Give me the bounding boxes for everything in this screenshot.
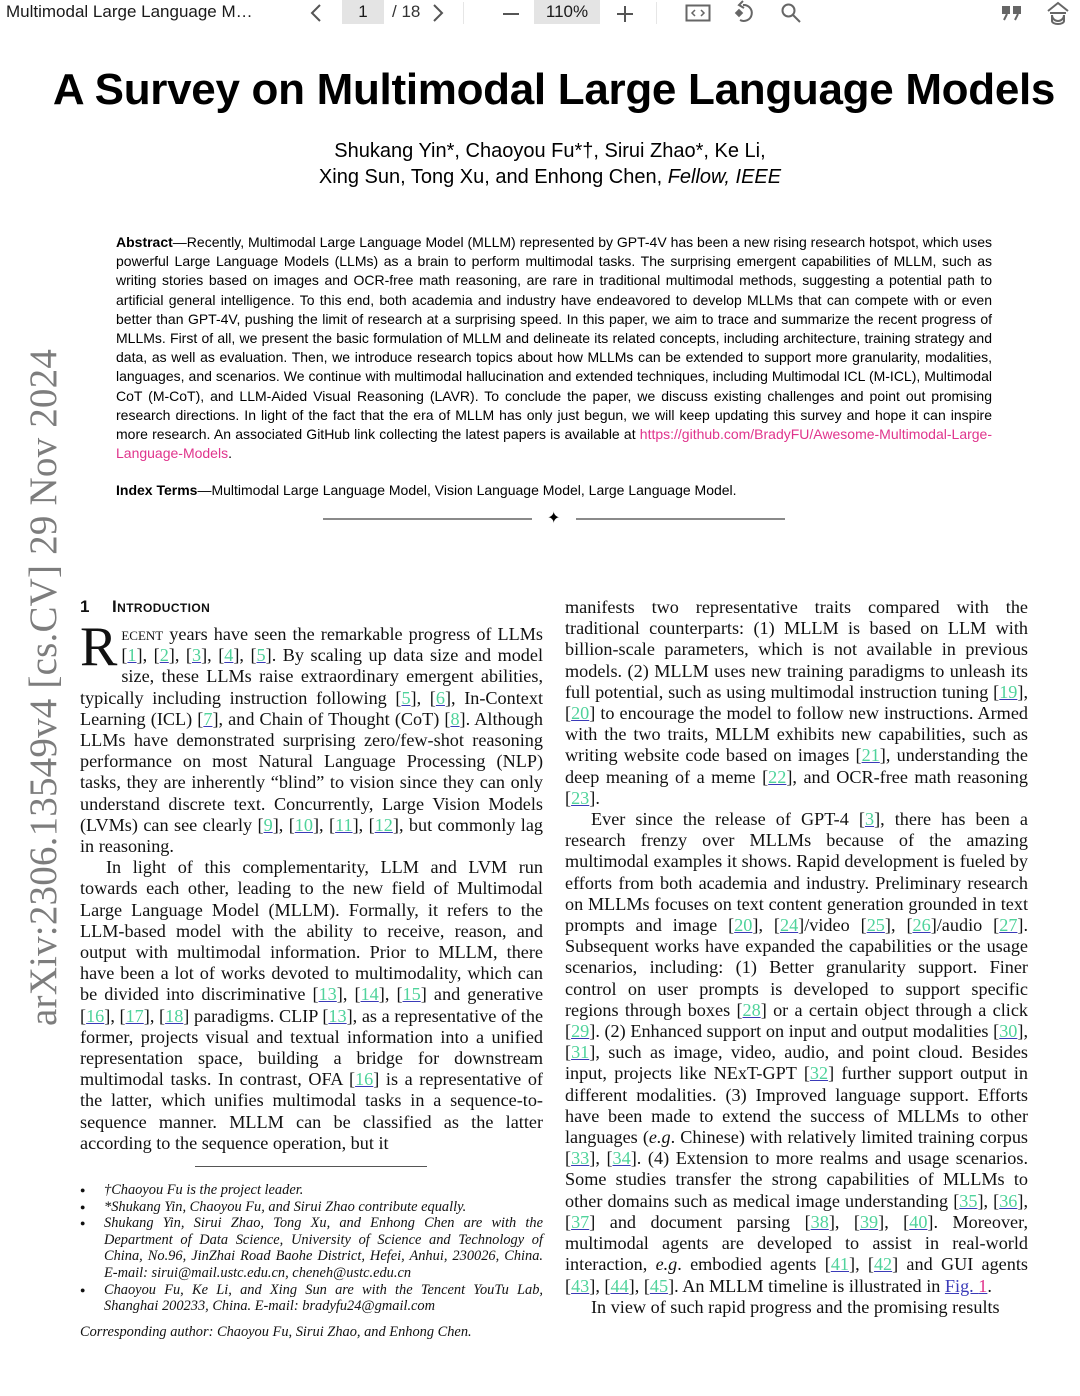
text-run: , bbox=[207, 645, 219, 666]
abstract-label: Abstract bbox=[116, 234, 173, 250]
author-line-1: Shukang Yin*, Chaoyou Fu*†, Sirui Zhao*, Ke Li, bbox=[334, 140, 766, 162]
text-run: , there has been a research frenzy over MLLMs because of the amazing multimodal examples it shows. Rapid development is fueled by efforts from both academia and industry. Preliminary research on MLLMs focuses on text content generation grounded in text prompts and image bbox=[565, 809, 1029, 936]
citation-link[interactable]: [15] bbox=[396, 984, 427, 1005]
citation-link[interactable]: [41] bbox=[824, 1254, 856, 1275]
citation-link[interactable]: [33] bbox=[565, 1148, 596, 1169]
page-number-input[interactable] bbox=[342, 0, 384, 24]
abstract-end: . bbox=[228, 445, 232, 462]
section-heading bbox=[80, 596, 543, 618]
citation-link[interactable]: [1] bbox=[121, 645, 143, 666]
citation-link[interactable]: [36] bbox=[993, 1190, 1024, 1211]
figure-reference-link[interactable]: Fig. 1 bbox=[944, 1275, 988, 1296]
text-run: , bbox=[595, 1275, 605, 1296]
text-run: , bbox=[595, 1148, 607, 1169]
citation-link[interactable]: [25] bbox=[860, 915, 891, 936]
pdf-page bbox=[0, 26, 1080, 1396]
pdf-viewer-toolbar bbox=[0, 0, 1080, 26]
footnote-rule bbox=[195, 1166, 427, 1167]
section-title: Introduction bbox=[112, 597, 211, 616]
section-divider-left bbox=[323, 518, 532, 520]
text-run: , bbox=[834, 1211, 854, 1232]
citation-link[interactable]: [43] bbox=[565, 1275, 596, 1296]
toolbar-divider bbox=[656, 2, 657, 24]
footnote-item: ● Shukang Yin, Sirui Zhao, Tong Xu, and Enhong Chen are with the Department of Data Science, University of Science and Technology of China, No.96, JinZhai Road Baohe District, Hefei, Anhui, 230026, China. E-mail: sirui@mail.ustc.edu.cn, cheneh@ustc.edu.cn bbox=[80, 1215, 543, 1281]
citation-link[interactable]: [22] bbox=[762, 766, 793, 787]
text-run: ecent bbox=[121, 624, 164, 644]
citation-link[interactable]: [30] bbox=[993, 1021, 1024, 1042]
text-run: . bbox=[987, 1275, 992, 1296]
text-run: and document parsing bbox=[595, 1211, 805, 1232]
right-column bbox=[565, 597, 1028, 1318]
citation-link[interactable]: [14] bbox=[354, 984, 385, 1005]
text-run: /video bbox=[804, 915, 861, 936]
text-run: paradigms. CLIP bbox=[189, 1005, 323, 1026]
right-column-body bbox=[565, 597, 1028, 1318]
text-run: is a representative of the latter, which unifies multimodal tasks in a sequence-to-sequence manner. MLLM can be classified as the latter according to the sequence operation, but it bbox=[80, 1069, 543, 1153]
citation-link[interactable]: [19] bbox=[993, 681, 1024, 702]
corresponding-author-note: Corresponding author: Chaoyou Fu, Sirui Zhao, and Enhong Chen. bbox=[80, 1323, 472, 1340]
text-run: and generative bbox=[426, 984, 544, 1005]
text-run: , understanding the deep meaning of a meme bbox=[565, 745, 1028, 787]
citation-link[interactable]: [27] bbox=[993, 915, 1024, 936]
author-list bbox=[0, 138, 1080, 190]
text-run: , and Chain of Thought (CoT) bbox=[218, 708, 445, 729]
text-run: . bbox=[595, 787, 600, 808]
zoom-level[interactable]: 110% bbox=[534, 0, 600, 24]
citation-link[interactable]: [45] bbox=[643, 1275, 675, 1296]
text-run: , but commonly lag in reasoning. bbox=[80, 814, 543, 857]
text-run: , bbox=[884, 1211, 904, 1232]
text-run: , bbox=[239, 645, 251, 666]
toolbar-divider bbox=[463, 2, 464, 24]
citation-link[interactable]: [11] bbox=[329, 814, 359, 835]
citation-link[interactable]: [16] bbox=[349, 1069, 380, 1090]
zoom-in-icon[interactable] bbox=[614, 2, 636, 24]
citation-link[interactable]: [26] bbox=[906, 915, 937, 936]
paragraph bbox=[565, 1297, 1028, 1318]
citation-link[interactable]: [23] bbox=[565, 787, 596, 808]
text-run: , bbox=[149, 1005, 160, 1026]
citation-link[interactable]: [37] bbox=[565, 1211, 596, 1232]
text-run: , bbox=[384, 984, 397, 1005]
text-run: , bbox=[110, 1005, 120, 1026]
left-column-body bbox=[80, 616, 544, 1154]
share-icon[interactable] bbox=[1044, 0, 1072, 26]
footnote-item: ● †Chaoyou Fu is the project leader. bbox=[80, 1182, 543, 1199]
citation-link[interactable]: [12] bbox=[368, 814, 399, 835]
text-run: , bbox=[342, 984, 355, 1005]
index-terms bbox=[116, 481, 992, 500]
citation-link[interactable]: [17] bbox=[119, 1005, 150, 1026]
text-run: . Although LLMs have demonstrated surprising zero/few-shot reasoning performance on most Natural Language Processing (NLP) tasks, they are inherently “blind” to vision since they can only understand discrete text. Concurrently, Large Vision Models (LVMs) can see clearly bbox=[80, 708, 543, 835]
text-run: and GUI agents bbox=[898, 1254, 1028, 1275]
citation-link[interactable]: [4] bbox=[218, 645, 240, 666]
drop-cap: R bbox=[80, 616, 118, 678]
author-line-2 bbox=[0, 164, 1080, 190]
footnote-item: ● *Shukang Yin, Chaoyou Fu, and Sirui Zhao contribute equally. bbox=[80, 1199, 543, 1216]
zoom-out-icon[interactable] bbox=[500, 2, 522, 24]
citation-link[interactable]: [39] bbox=[853, 1211, 885, 1232]
text-run: . An MLLM timeline is illustrated in bbox=[674, 1275, 945, 1296]
citation-link[interactable]: [5] bbox=[250, 645, 272, 666]
text-run: years have seen the remarkable progress of LLMs bbox=[163, 624, 543, 644]
citation-link[interactable]: [20] bbox=[728, 915, 759, 936]
chevron-right-icon[interactable] bbox=[428, 2, 448, 24]
index-terms-label: Index Terms bbox=[116, 482, 198, 498]
citation-link[interactable]: [13] bbox=[312, 984, 343, 1005]
diamond-separator-icon: ✦ bbox=[547, 510, 561, 527]
citation-link[interactable]: [44] bbox=[604, 1275, 635, 1296]
text-run: , In-Context Learning (ICL) bbox=[80, 687, 543, 729]
citation-link[interactable]: [34] bbox=[606, 1148, 637, 1169]
author-names: Xing Sun, Tong Xu, and Enhong Chen, bbox=[318, 166, 668, 188]
text-run: , bbox=[983, 1190, 994, 1211]
text-run: In view of such rapid progress and the promising results bbox=[591, 1296, 1000, 1317]
text-run: , bbox=[358, 814, 369, 835]
paragraph bbox=[565, 809, 1028, 1297]
citation-link[interactable]: [31] bbox=[565, 1042, 596, 1063]
footnote-list bbox=[80, 1182, 543, 1315]
chevron-left-icon[interactable] bbox=[306, 2, 326, 24]
text-run: , bbox=[855, 1254, 868, 1275]
citation-link[interactable]: [9] bbox=[257, 814, 279, 835]
fit-page-icon[interactable] bbox=[684, 1, 712, 25]
citation-link[interactable]: [28] bbox=[736, 999, 767, 1020]
text-run: , bbox=[634, 1275, 644, 1296]
citation-link[interactable]: [7] bbox=[197, 708, 219, 729]
paper-title: A Survey on Multimodal Large Language Models bbox=[52, 65, 1056, 114]
text-run: In light of this complementarity, LLM and LVM run towards each other, leading to the new field of Multimodal Large Language Model (MLLM). Formally, it refers to the LLM-based model with the ability to receive, reason, and output with multimodal information. Prior to MLLM, there have been a lot of works devoted to multimodality, which can be divided into discriminative bbox=[80, 857, 543, 1005]
text-run: further support output in different modalities. (3) Improved language support. Efforts have been made to extend the success of MLLMs to other languages ( bbox=[565, 1063, 1028, 1148]
text-run: , bbox=[416, 687, 430, 708]
text-run: /audio bbox=[936, 915, 994, 936]
abstract bbox=[116, 233, 992, 463]
citation-link[interactable]: [24] bbox=[773, 915, 805, 936]
text-run: , as a representative of the former, projects visual and textual information into a unified representation space, building a bridge for downstream multimodal tasks. In contrast, OFA bbox=[80, 1005, 544, 1090]
citation-link[interactable]: [42] bbox=[867, 1254, 899, 1275]
text-run: . By scaling up data size and model size, these LLMs raise extraordinary emergent abilities, typically including instruction following bbox=[80, 645, 544, 708]
footnotes bbox=[80, 1182, 543, 1340]
text-run: , bbox=[319, 814, 330, 835]
citation-link[interactable]: [6] bbox=[429, 687, 452, 708]
text-run: , bbox=[1023, 681, 1028, 702]
text-run: , bbox=[1023, 1190, 1028, 1211]
index-terms-text: —Multimodal Large Language Model, Vision Language Model, Large Language Model. bbox=[197, 482, 737, 498]
document-title: Multimodal Large Language M… bbox=[6, 2, 253, 21]
search-icon[interactable] bbox=[779, 1, 803, 25]
quote-icon[interactable] bbox=[1000, 3, 1024, 23]
footnote-item: ● Chaoyou Fu, Ke Li, and Xing Sun are with the Tencent YouTu Lab, Shanghai 200233, China. E-mail: bradyfu24@gmail.com bbox=[80, 1282, 543, 1315]
citation-link[interactable]: [20] bbox=[565, 703, 596, 724]
text-run: , bbox=[890, 915, 907, 936]
citation-link[interactable]: [40] bbox=[903, 1211, 934, 1232]
citation-link[interactable]: [16] bbox=[80, 1005, 111, 1026]
text-run: . embodied agents bbox=[677, 1254, 825, 1275]
text-run: to encourage the model to follow new instructions. Armed with the two traits, MLLM exhibits new capabilities, such as writing website code based on images bbox=[565, 703, 1028, 766]
text-run: , such as image, video, audio, and point cloud. Besides input, projects like NExT-GPT bbox=[565, 1042, 1028, 1084]
text-run: . Chinese) with relatively limited training corpus bbox=[670, 1127, 1029, 1148]
page-total: / 18 bbox=[392, 2, 421, 21]
citation-link[interactable]: [3] bbox=[185, 645, 208, 666]
text-run: , and OCR-free math reasoning bbox=[792, 766, 1028, 787]
citation-link[interactable]: [13] bbox=[322, 1005, 353, 1026]
text-run: e.g bbox=[655, 1254, 678, 1275]
citation-link[interactable]: [2] bbox=[153, 645, 175, 666]
citation-link[interactable]: [10] bbox=[288, 814, 320, 835]
citation-link[interactable]: [18] bbox=[159, 1005, 190, 1026]
citation-link[interactable]: [8] bbox=[444, 708, 466, 729]
text-run: e.g bbox=[648, 1127, 671, 1148]
arxiv-identifier-stamp: arXiv:2306.13549v4 [cs.CV] 29 Nov 2024 bbox=[22, 348, 65, 1026]
citation-link[interactable]: [29] bbox=[565, 1021, 596, 1042]
text-run: . Moreover, multimodal agents are developed to assist in real-world interaction, bbox=[565, 1211, 1028, 1275]
text-run: or a certain object through a click bbox=[766, 999, 1028, 1020]
github-link[interactable]: https://github.com/BradyFU/Awesome-Multimodal-Large-Language-Models bbox=[116, 426, 992, 462]
citation-link[interactable]: [21] bbox=[855, 745, 886, 766]
text-run: , bbox=[142, 645, 154, 666]
text-run: . (4) Extension to more realms and usage scenarios. Some studies transfer the strong capabilities of MLLMs to other domains such as medical image understanding bbox=[565, 1148, 1028, 1211]
citation-link[interactable]: [32] bbox=[803, 1063, 835, 1084]
text-run: . (2) Enhanced support on input and output modalities bbox=[595, 1021, 994, 1042]
paragraph bbox=[565, 597, 1028, 809]
paragraph bbox=[80, 857, 543, 1154]
citation-link[interactable]: [35] bbox=[953, 1190, 984, 1211]
section-divider-right bbox=[576, 518, 785, 520]
citation-link[interactable]: [3] bbox=[858, 809, 881, 830]
section-number: 1 bbox=[80, 597, 90, 616]
citation-link[interactable]: [5] bbox=[395, 687, 417, 708]
paragraph bbox=[80, 616, 544, 857]
abstract-text: —Recently, Multimodal Large Language Model (MLLM) represented by GPT-4V has been a new rising research hotspot, which uses powerful Large Language Models (LLMs) as a brain to perform multimodal tasks. The surprising emergent capabilities of MLLM, such as writing stories based on images and OCR-free math reasoning, are rare in traditional multimodal methods, suggesting a potential path to artificial general intelligence. To this end, both academia and industry have endeavored to develop MLLMs that can compete with or even better than GPT-4V, pushing the limit of research at a surprising speed. In this paper, we aim to trace and summarize the recent progress of MLLMs. First of all, we present the basic formulation of MLLM and delineate its related concepts, including architecture, training strategy and data, as well as evaluation. Then, we introduce research topics about how MLLMs can be extended to support more granularity, modalities, languages, and scenarios. We continue with multimodal hallucination and extended techniques, including Multimodal ICL (M-ICL), Multimodal CoT (M-CoT), and LLM-Aided Visual Reasoning (LAVR). To conclude the paper, we discuss existing challenges and point out promising research directions. In light of the fact that the era of MLLM has only just begun, we will keep updating this survey and hope it can inspire more research. An associated GitHub link collecting the latest papers is available at bbox=[116, 234, 992, 443]
citation-link[interactable]: [38] bbox=[804, 1211, 835, 1232]
author-affiliation-title: Fellow, IEEE bbox=[667, 166, 782, 188]
rotate-icon[interactable] bbox=[734, 0, 758, 26]
text-run: manifests two representative traits compared with the traditional counterparts: (1) MLLM is based on LLM with billion-scale parameters, which is not available in previous models. (2) MLLM uses new training paradigms to unleash its full potential, such as using multimodal instruction tuning bbox=[565, 597, 1028, 702]
text-run: , bbox=[758, 915, 774, 936]
text-run: , bbox=[174, 645, 186, 666]
text-run: , bbox=[278, 814, 289, 835]
text-run: . Subsequent works have expanded the capabilities or the usage scenarios, including: (1) Better granularity support. Finer control on user prompts is developed to support specific regions through boxes bbox=[565, 915, 1029, 1020]
text-run: , bbox=[1023, 1021, 1028, 1042]
text-run: Ever since the release of GPT-4 bbox=[591, 809, 859, 830]
left-column bbox=[80, 596, 543, 1154]
